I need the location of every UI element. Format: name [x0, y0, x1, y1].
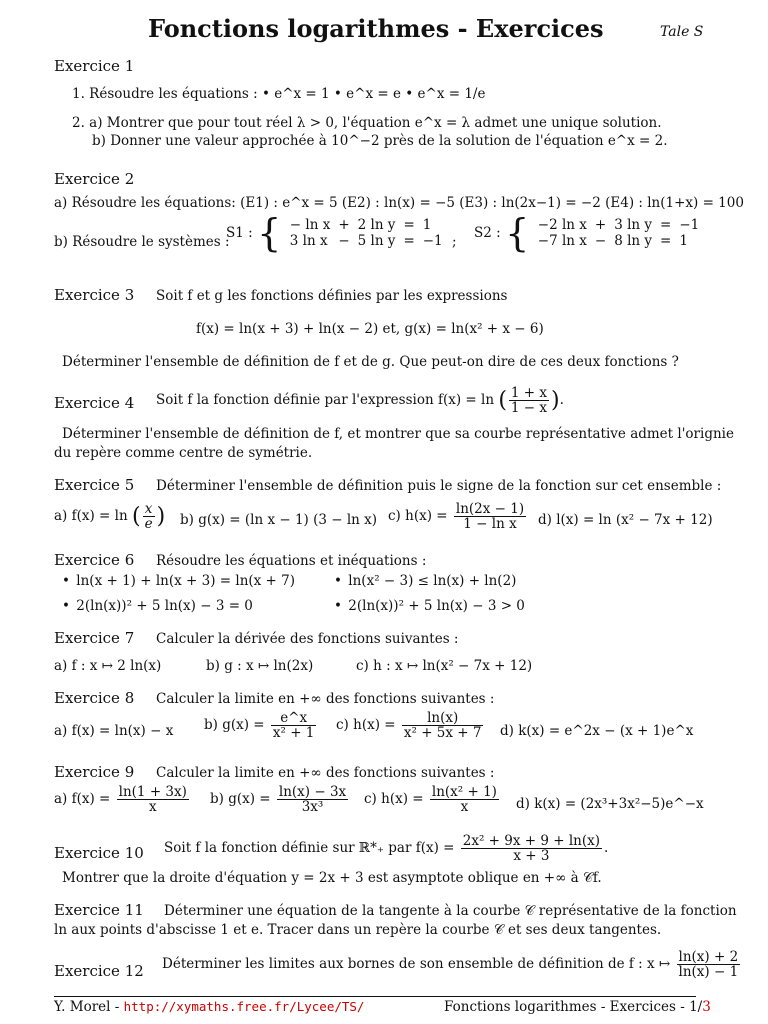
sys2-cell: − — [594, 233, 607, 249]
left-brace-icon: { — [505, 211, 530, 255]
exercise-3-intro: Soit f et g les fonctions définies par les expressions — [156, 288, 508, 304]
exercise-6-heading: Exercice 6 — [54, 551, 135, 569]
footer-page-label: Fonctions logarithmes - Exercices - 1/ — [444, 999, 703, 1015]
exercise-8-c-label: c) h(x) = — [336, 717, 396, 734]
sys1-cell: −1 — [422, 233, 443, 249]
sys2-cell: 1 — [679, 233, 688, 249]
page-title: Fonctions logarithmes - Exercices — [148, 14, 604, 43]
exercise-1-line-1: 1. Résoudre les équations : • e^x = 1 • e^x = e • e^x = 1/e — [72, 86, 486, 102]
exercise-8-heading: Exercice 8 — [54, 689, 135, 707]
sys2-cell: + — [594, 217, 607, 233]
exercise-9-heading: Exercice 9 — [54, 763, 135, 781]
exercise-5-d: d) l(x) = ln (x² − 7x + 12) — [538, 512, 713, 528]
exercise-12-frac-num: ln(x) + 2 — [678, 949, 739, 965]
exercise-3-heading: Exercice 3 — [54, 286, 135, 304]
exercise-4-line-1: Déterminer l'ensemble de définition de f, et montrer que sa courbe représentative admet l'orignie — [62, 426, 734, 442]
sys1-cell: 3 ln x — [289, 233, 328, 249]
bullet-icon: • — [62, 598, 70, 614]
exercise-10-intro: Soit f la fonction définie sur ℝ*₊ par f(x) = — [164, 840, 455, 857]
exercise-9-c-num: ln(x² + 1) — [431, 784, 497, 800]
exercise-8-intro: Calculer la limite en +∞ des fonctions suivantes : — [156, 691, 495, 707]
sys1-cell: = — [403, 233, 415, 249]
exercise-5-c — [388, 502, 528, 531]
system-2 — [474, 211, 703, 255]
exercise-8-c-num: ln(x) — [402, 711, 484, 726]
exercise-5-c-den: 1 − ln x — [463, 516, 517, 533]
exercise-6-item — [334, 573, 516, 589]
system-separator: ; — [452, 234, 457, 250]
sys1-cell: + — [338, 217, 350, 233]
exercise-7-item: a) f : x ↦ 2 ln(x) — [54, 658, 162, 674]
exercise-5-c-label: c) h(x) = — [388, 508, 448, 525]
bullet-icon: • — [334, 573, 342, 589]
exercise-1-heading: Exercice 1 — [54, 57, 135, 75]
exercise-9-intro: Calculer la limite en +∞ des fonctions suivantes : — [156, 765, 495, 781]
exercise-9-c-label: c) h(x) = — [364, 791, 424, 808]
exercise-7-item: c) h : x ↦ ln(x² − 7x + 12) — [356, 658, 533, 674]
system-2-label: S2 : — [474, 225, 501, 241]
sys2-cell: = — [660, 233, 672, 249]
exercise-10-heading: Exercice 10 — [54, 844, 144, 862]
exercise-7-heading: Exercice 7 — [54, 629, 135, 647]
sys2-cell: −2 ln x — [537, 217, 587, 233]
exercise-9-c-den: x — [460, 799, 469, 816]
exercise-5-intro: Déterminer l'ensemble de définition puis le signe de la fonction sur cet ensemble : — [156, 478, 722, 494]
exercise-6-item — [334, 598, 525, 614]
exercise-8-d: d) k(x) = e^2x − (x + 1)e^x — [500, 723, 694, 739]
exercise-9-c — [364, 785, 501, 814]
exercise-2-heading: Exercice 2 — [54, 170, 135, 188]
level-label: Tale S — [660, 24, 704, 40]
system-1-label: S1 : — [226, 225, 253, 241]
exercise-9-d: d) k(x) = (2x³+3x²−5)e^−x — [516, 796, 704, 812]
exercise-8-b-num: e^x — [271, 711, 317, 726]
exercise-4-frac-den: 1 − x — [510, 400, 548, 417]
footer-author: Y. Morel - — [54, 999, 120, 1015]
exercise-6-intro: Résoudre les équations et inéquations : — [156, 553, 427, 569]
left-brace-icon: { — [257, 211, 282, 255]
footer-left — [54, 999, 364, 1015]
exercise-2-line-b: b) Résoudre le systèmes : — [54, 234, 230, 250]
exercise-4-heading: Exercice 4 — [54, 394, 135, 412]
exercise-11-intro: Déterminer une équation de la tangente à la courbe 𝒞 représentative de la fonction — [164, 903, 737, 919]
exercise-5-a-label: a) f(x) = ln — [54, 508, 128, 525]
exercise-9-b — [210, 785, 350, 814]
exercise-9-b-den: 3x³ — [301, 799, 324, 816]
exercise-8-b — [204, 711, 318, 740]
exercise-12-intro-block — [162, 950, 742, 979]
sys1-cell: − — [338, 233, 350, 249]
exercise-12-heading: Exercice 12 — [54, 962, 144, 980]
footer-url-link[interactable]: http://xymaths.free.fr/Lycee/TS/ — [123, 999, 365, 1014]
exercise-6-item-text: ln(x + 1) + ln(x + 3) = ln(x + 7) — [76, 573, 296, 589]
exercise-10-line-1: Montrer que la droite d'équation y = 2x + 3 est asymptote oblique en +∞ à 𝒞f. — [62, 870, 602, 886]
sys2-cell: 8 ln y — [614, 233, 653, 249]
right-paren-icon: ) — [156, 504, 166, 530]
sys1-cell: = — [403, 217, 415, 233]
exercise-5-a — [54, 502, 165, 531]
exercise-11-line-1: ln aux points d'abscisse 1 et e. Tracer dans un repère la courbe 𝒞 et ses deux tangentes. — [54, 922, 662, 938]
sys2-cell: −1 — [679, 217, 700, 233]
exercise-1-line-3: b) Donner une valeur approchée à 10^−2 près de la solution de l'équation e^x = 2. — [92, 133, 668, 149]
footer-page-total-link[interactable]: 3 — [702, 999, 711, 1015]
sys2-cell: 3 ln y — [614, 217, 653, 233]
bullet-icon: • — [62, 573, 70, 589]
exercise-12-frac-den: ln(x) − 1 — [678, 964, 739, 981]
exercise-8-c — [336, 711, 485, 740]
sys1-cell: − ln x — [289, 217, 331, 233]
exercise-6-item — [62, 573, 295, 589]
exercise-4-frac-num: 1 + x — [510, 385, 548, 401]
right-paren-icon: ) — [551, 388, 560, 414]
exercise-5-heading: Exercice 5 — [54, 476, 135, 494]
exercise-10-frac-den: x + 3 — [513, 848, 550, 865]
sys2-cell: −7 ln x — [537, 233, 587, 249]
exercise-9-a-den: x — [148, 799, 157, 816]
sys1-cell: 2 ln y — [357, 217, 396, 233]
exercise-9-b-num: ln(x) − 3x — [278, 784, 347, 800]
exercise-8-b-label: b) g(x) = — [204, 717, 265, 734]
exercise-3-question: Déterminer l'ensemble de définition de f et de g. Que peut-on dire de ces deux fonctions ? — [62, 354, 679, 370]
exercise-4-intro-block: Soit f la fonction définie par l'expression f(x) = ln ( $\frac{1 + x}{1 - x}$ ). — [156, 385, 564, 417]
exercise-9-b-label: b) g(x) = — [210, 791, 271, 808]
exercise-1-line-2: 2. a) Montrer que pour tout réel λ > 0, l'équation e^x = λ admet une unique solution. — [72, 115, 662, 131]
sys2-cell: = — [660, 217, 672, 233]
exercise-4-intro: Soit f la fonction définie par l'expression f(x) = ln — [156, 392, 495, 409]
exercise-5-a-den: e — [144, 516, 153, 533]
exercise-6-item-text: 2(ln(x))² + 5 ln(x) − 3 > 0 — [348, 598, 525, 614]
exercise-3-formula: f(x) = ln(x + 3) + ln(x − 2) et, g(x) = ln(x² + x − 6) — [196, 321, 544, 337]
exercise-8-b-den: x² + 1 — [272, 725, 315, 742]
left-paren-icon: ( — [131, 504, 141, 530]
exercise-7-item: b) g : x ↦ ln(2x) — [206, 658, 314, 674]
exercise-5-b: b) g(x) = (ln x − 1) (3 − ln x) — [180, 512, 378, 528]
exercise-7-intro: Calculer la dérivée des fonctions suivantes : — [156, 631, 459, 647]
exercise-4-line-2: du repère comme centre de symétrie. — [54, 445, 313, 461]
exercise-2-line-a: a) Résoudre les équations: (E1) : e^x = 5 (E2) : ln(x) = −5 (E3) : ln(2x−1) = −2 (E4) : ln(1+x) = 100 — [54, 195, 744, 211]
exercise-5-c-num: ln(2x − 1) — [455, 501, 525, 517]
exercise-9-a — [54, 785, 191, 814]
exercise-11-heading: Exercice 11 — [54, 901, 144, 919]
system-1 — [226, 211, 447, 255]
exercise-8-c-den: x² + 5x + 7 — [403, 725, 482, 742]
footer-right — [444, 999, 711, 1015]
footer-rule — [54, 996, 696, 997]
exercise-12-intro: Déterminer les limites aux bornes de son ensemble de définition de f : x ↦ — [162, 956, 671, 973]
exercise-5-a-num: x — [143, 502, 155, 517]
left-paren-icon: ( — [498, 388, 507, 414]
exercise-8-a: a) f(x) = ln(x) − x — [54, 723, 174, 739]
bullet-icon: • — [334, 598, 342, 614]
exercise-6-item-text: 2(ln(x))² + 5 ln(x) − 3 = 0 — [76, 598, 253, 614]
exercise-10-intro-block: Soit f la fonction définie sur ℝ*₊ par f(x) = $\frac{\text{2x² + 9x + 9 + ln(x)}}{x + 3}$ . — [164, 833, 609, 865]
exercise-9-a-label: a) f(x) = — [54, 791, 111, 808]
sys1-cell: 1 — [422, 217, 432, 233]
exercise-9-a-num: ln(1 + 3x) — [118, 784, 187, 800]
exercise-6-item-text: ln(x² − 3) ≤ ln(x) + ln(2) — [348, 573, 517, 589]
exercise-10-frac-num: 2x² + 9x + 9 + ln(x) — [462, 833, 601, 849]
sys1-cell: 5 ln y — [357, 233, 396, 249]
exercise-6-item — [62, 598, 253, 614]
